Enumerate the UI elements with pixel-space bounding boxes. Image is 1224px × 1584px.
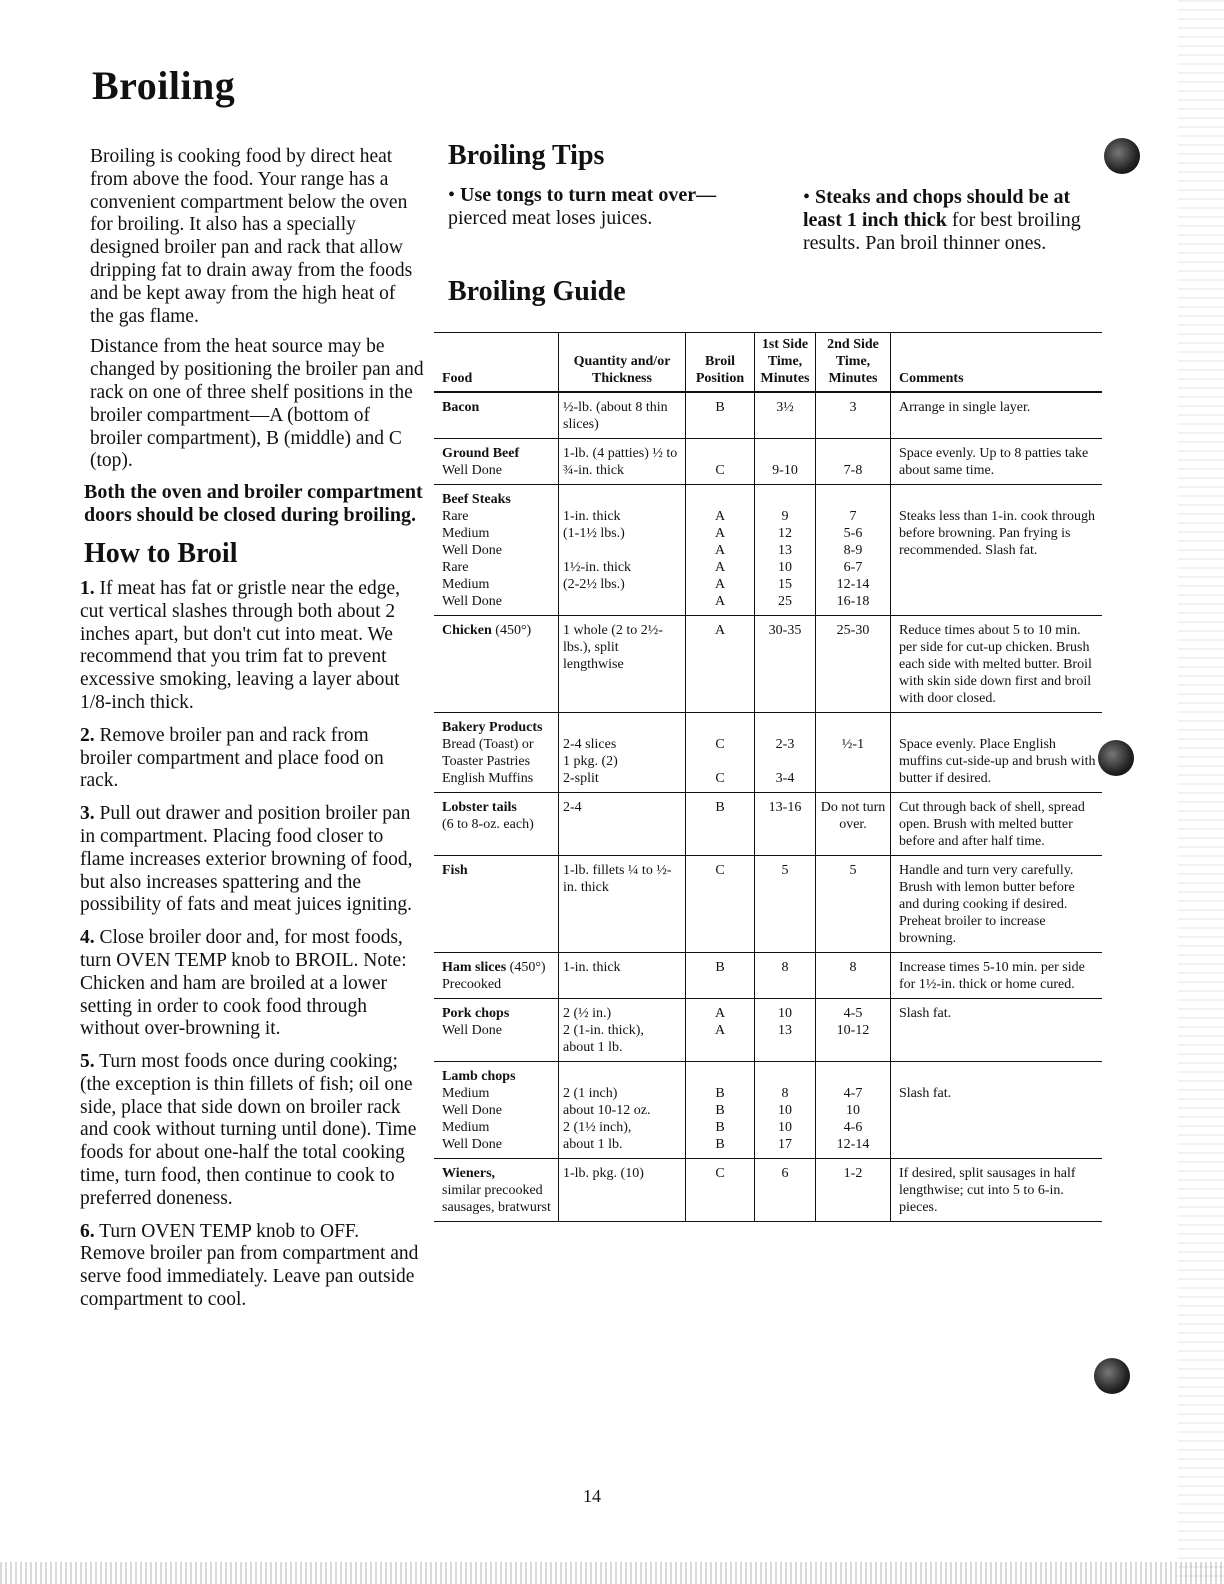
step-6: 6. Turn OVEN TEMP knob to OFF. Remove broiler pan from compartment and serve food immediately. Leave pan outside compartment to cool. (80, 1220, 419, 1311)
second-side-line: 5-6 (843, 526, 863, 541)
table-row (434, 953, 1102, 999)
food-name: Fish (442, 863, 468, 878)
first-side-cell: 9-10 (772, 463, 798, 478)
first-side-line: 3-4 (775, 771, 795, 786)
comments-cell: Slash fat. (899, 1086, 952, 1101)
first-side-line: 12 (778, 526, 792, 541)
food-description: similar precooked sausages, bratwurst (442, 1183, 551, 1215)
header-position: Broil Position (686, 333, 755, 393)
scan-bottom-artifact (0, 1562, 1224, 1584)
food-name: Ground Beef (442, 446, 520, 461)
food-temp-note: (450°) (509, 960, 546, 975)
position-line: B (715, 1137, 725, 1152)
food-doneness: Rare (442, 509, 469, 524)
step-2: 2. Remove broiler pan and rack from broiler compartment and place food on rack. (80, 724, 384, 792)
comments-cell: Slash fat. (891, 999, 1103, 1062)
quantity-cell: 1-lb. fillets ¼ to ½-in. thick (559, 856, 686, 953)
position-line: A (714, 560, 726, 575)
table-row (434, 1062, 1102, 1159)
quantity-cell: 1-in. thick (559, 953, 686, 999)
table-row (434, 1159, 1102, 1222)
first-side-line: 10 (778, 560, 792, 575)
second-side-line: 4-6 (843, 1120, 863, 1135)
first-side-cell: 30-35 (755, 616, 816, 713)
quantity-cell: 1 whole (2 to 2½-lbs.), split lengthwise (559, 616, 686, 713)
broiling-guide-table (434, 332, 1102, 1222)
page-title: Broiling (92, 63, 236, 108)
second-side-line: 7 (849, 509, 857, 524)
left-column (72, 146, 424, 1322)
position-cell: C (715, 463, 725, 478)
second-side-cell: 25-30 (816, 616, 891, 713)
position-line: A (714, 577, 726, 592)
food-doneness: Well Done (442, 463, 502, 478)
food-doneness: Well Done (442, 1137, 502, 1152)
comments-cell: Steaks less than 1-in. cook through before browning. Pan frying is recommended. Slash fat. (899, 509, 1095, 558)
quantity-cell: 1-lb. pkg. (10) (559, 1159, 686, 1222)
first-side-cell: 5 (755, 856, 816, 953)
food-temp-note: (450°) (495, 623, 532, 638)
quantity-line: about 1 lb. (563, 1137, 623, 1152)
first-side-cell: 3½ (755, 392, 816, 439)
header-comments: Comments (891, 333, 1103, 393)
position-line: C (715, 737, 725, 752)
position-cell: B (686, 392, 755, 439)
comments-cell: Space evenly. Up to 8 patties take about same time. (891, 439, 1103, 485)
food-name: Lobster tails (442, 800, 517, 815)
food-name: Bacon (442, 400, 480, 415)
second-side-line: ½-1 (841, 737, 865, 752)
food-state: Precooked (442, 977, 502, 992)
doors-closed-note: Both the oven and broiler compartment doors should be closed during broiling. (84, 481, 423, 527)
food-doneness: Well Done (442, 1103, 502, 1118)
quantity-line: (2-2½ lbs.) (563, 577, 625, 592)
position-line: B (715, 1103, 725, 1118)
first-side-line: 8 (781, 1086, 789, 1101)
table-row (434, 713, 1102, 793)
position-cell: C (686, 856, 755, 953)
comments-cell: Handle and turn very carefully. Brush with lemon butter before and during cooking if desired. Preheat broiler to increase browning. (891, 856, 1103, 953)
intro-paragraph-2: Distance from the heat source may be changed by positioning the broiler pan and rack on one of three shelf positions in the broiler compartment—A (bottom of broiler compartment), B (middle) and C (top). (90, 336, 424, 472)
position-line: B (715, 1086, 725, 1101)
tip-thickness: • Steaks and chops should be at least 1 inch thick for best broiling results. Pan broil thinner ones. (803, 186, 1081, 254)
header-quantity: Quantity and/or Thickness (559, 333, 686, 393)
second-side-cell: Do not turn over. (816, 793, 891, 856)
second-side-line: 12-14 (836, 577, 870, 592)
second-side-line: 6-7 (843, 560, 863, 575)
binder-hole (1094, 1358, 1130, 1394)
quantity-line: 2 (1½ inch), (563, 1120, 632, 1135)
comments-cell: Increase times 5-10 min. per side for 1½-in. thick or home cured. (891, 953, 1103, 999)
comments-cell: If desired, split sausages in half lengthwise; cut into 5 to 6-in. pieces. (891, 1159, 1103, 1222)
first-side-line: 2-3 (775, 737, 795, 752)
first-side-line: 15 (778, 577, 792, 592)
position-line: A (714, 594, 726, 609)
food-size: (6 to 8-oz. each) (442, 817, 534, 832)
food-doneness: Medium (442, 577, 490, 592)
food-doneness: Well Done (442, 1023, 502, 1038)
comments-cell: Reduce times about 5 to 10 min. per side for cut-up chicken. Brush each side with melted butter. Broil with skin side down first and broil with door closed. (891, 616, 1103, 713)
quantity-line: about 10-12 oz. (563, 1103, 651, 1118)
second-side-line: 4-5 (843, 1006, 863, 1021)
how-to-broil-heading: How to Broil (84, 538, 238, 570)
table-row (434, 793, 1102, 856)
header-second-side: 2nd Side Time, Minutes (816, 333, 891, 393)
table-row (434, 392, 1102, 439)
quantity-line: 2 (1 inch) (563, 1086, 618, 1101)
food-doneness: Medium (442, 1120, 490, 1135)
quantity-line: 1½-in. thick (563, 560, 632, 575)
position-line: C (715, 771, 725, 786)
first-side-line: 13 (778, 1023, 792, 1038)
second-side-cell: 5 (816, 856, 891, 953)
second-side-line: 16-18 (836, 594, 870, 609)
food-name: Lamb chops (442, 1069, 516, 1084)
second-side-line: 12-14 (836, 1137, 870, 1152)
food-doneness: Well Done (442, 543, 502, 558)
step-5: 5. Turn most foods once during cooking; (the exception is thin fillets of fish; oil one side, place that side down on broiler rack and cook without turning until done). Time foods for about one-half the total cooking time, turn food, then continue to cook to preferred doneness. (80, 1051, 417, 1209)
quantity-line: 2-4 slices (563, 737, 617, 752)
quantity-line: 2 (1-in. thick), (563, 1023, 644, 1038)
first-side-line: 10 (778, 1120, 792, 1135)
second-side-line: 4-7 (843, 1086, 863, 1101)
step-1: 1. If meat has fat or gristle near the edge, cut vertical slashes through both about 2 inches apart, but don't cut into meat. We recommend that you trim fat to prevent excessive smoking, leaving a layer about 1/8-inch thick. (80, 577, 400, 713)
position-cell: B (686, 793, 755, 856)
table-row (434, 616, 1102, 713)
second-side-line: 8-9 (843, 543, 863, 558)
position-cell: B (686, 953, 755, 999)
table-row (434, 999, 1102, 1062)
food-variant: English Muffins (442, 771, 534, 786)
scan-edge-artifact (1178, 0, 1224, 1584)
position-line: A (714, 526, 726, 541)
food-name: Beef Steaks (442, 492, 511, 507)
table-row (434, 485, 1102, 616)
first-side-cell: 13-16 (755, 793, 816, 856)
first-side-cell: 6 (755, 1159, 816, 1222)
binder-hole (1104, 138, 1140, 174)
header-first-side: 1st Side Time, Minutes (755, 333, 816, 393)
second-side-cell: 3 (816, 392, 891, 439)
quantity-line: 2-split (563, 771, 599, 786)
intro-paragraph-1: Broiling is cooking food by direct heat from above the food. Your range has a convenient compartment below the oven for broiling. It also has a specially designed broiler pan and rack that allow dripping fat to drain away from the foods and be kept away from the high heat of the gas flame. (90, 146, 413, 327)
food-name: Pork chops (442, 1006, 510, 1021)
comments-cell: Space evenly. Place English muffins cut-side-up and brush with butter if desired. (899, 737, 1096, 786)
table-row (434, 439, 1102, 485)
food-variant: Bread (Toast) or (442, 737, 534, 752)
first-side-line: 10 (778, 1006, 792, 1021)
first-side-cell: 8 (755, 953, 816, 999)
quantity-line: (1-1½ lbs.) (563, 526, 625, 541)
position-line: A (714, 1023, 726, 1038)
position-line: A (714, 509, 726, 524)
comments-cell: Cut through back of shell, spread open. Brush with melted butter before and after half time. (891, 793, 1103, 856)
second-side-line: 10-12 (836, 1023, 870, 1038)
table-header-row (434, 333, 1102, 393)
second-side-cell: 7-8 (843, 463, 863, 478)
how-to-steps (72, 578, 424, 1312)
position-line: A (714, 1006, 726, 1021)
quantity-line: 1 pkg. (2) (563, 754, 618, 769)
step-3: 3. Pull out drawer and position broiler pan in compartment. Placing food closer to flame increases exterior browning of food, but also increases spattering and the possibility of fats and meat juices igniting. (80, 803, 413, 916)
quantity-cell: ½-lb. (about 8 thin slices) (559, 392, 686, 439)
second-side-cell: 1-2 (816, 1159, 891, 1222)
comments-cell: Arrange in single layer. (891, 392, 1103, 439)
quantity-line: about 1 lb. (563, 1040, 623, 1055)
step-4: 4. Close broiler door and, for most foods, turn OVEN TEMP knob to BROIL. Note: Chicken and ham are broiled at a lower setting in order to cook food through without over-browning it. (80, 927, 407, 1040)
first-side-line: 25 (778, 594, 792, 609)
position-line: B (715, 1120, 725, 1135)
broiling-tips-heading: Broiling Tips (448, 140, 605, 171)
food-name: Bakery Products (442, 720, 543, 735)
quantity-cell: 2-4 (559, 793, 686, 856)
food-name: Chicken (442, 623, 492, 638)
quantity-line: 1-in. thick (563, 509, 621, 524)
second-side-line: 10 (846, 1103, 860, 1118)
page-number: 14 (583, 1486, 601, 1506)
table-row (434, 856, 1102, 953)
food-variant: Toaster Pastries (442, 754, 531, 769)
quantity-cell: 1-lb. (4 patties) ½ to ¾-in. thick (559, 439, 686, 485)
header-food: Food (434, 333, 559, 393)
position-cell: C (686, 1159, 755, 1222)
quantity-line: 2 (½ in.) (563, 1006, 612, 1021)
food-name: Wieners, (442, 1166, 496, 1181)
food-name: Ham slices (442, 960, 507, 975)
binder-hole (1098, 740, 1134, 776)
second-side-cell: 8 (816, 953, 891, 999)
broiling-guide-heading: Broiling Guide (448, 276, 626, 307)
food-doneness: Well Done (442, 594, 502, 609)
tip-tongs: • Use tongs to turn meat over— pierced meat loses juices. (448, 184, 717, 229)
first-side-line: 13 (778, 543, 792, 558)
first-side-line: 10 (778, 1103, 792, 1118)
food-doneness: Medium (442, 1086, 490, 1101)
position-cell: A (686, 616, 755, 713)
food-doneness: Rare (442, 560, 469, 575)
position-line: A (714, 543, 726, 558)
first-side-line: 9 (781, 509, 789, 524)
food-doneness: Medium (442, 526, 490, 541)
first-side-line: 17 (778, 1137, 792, 1152)
